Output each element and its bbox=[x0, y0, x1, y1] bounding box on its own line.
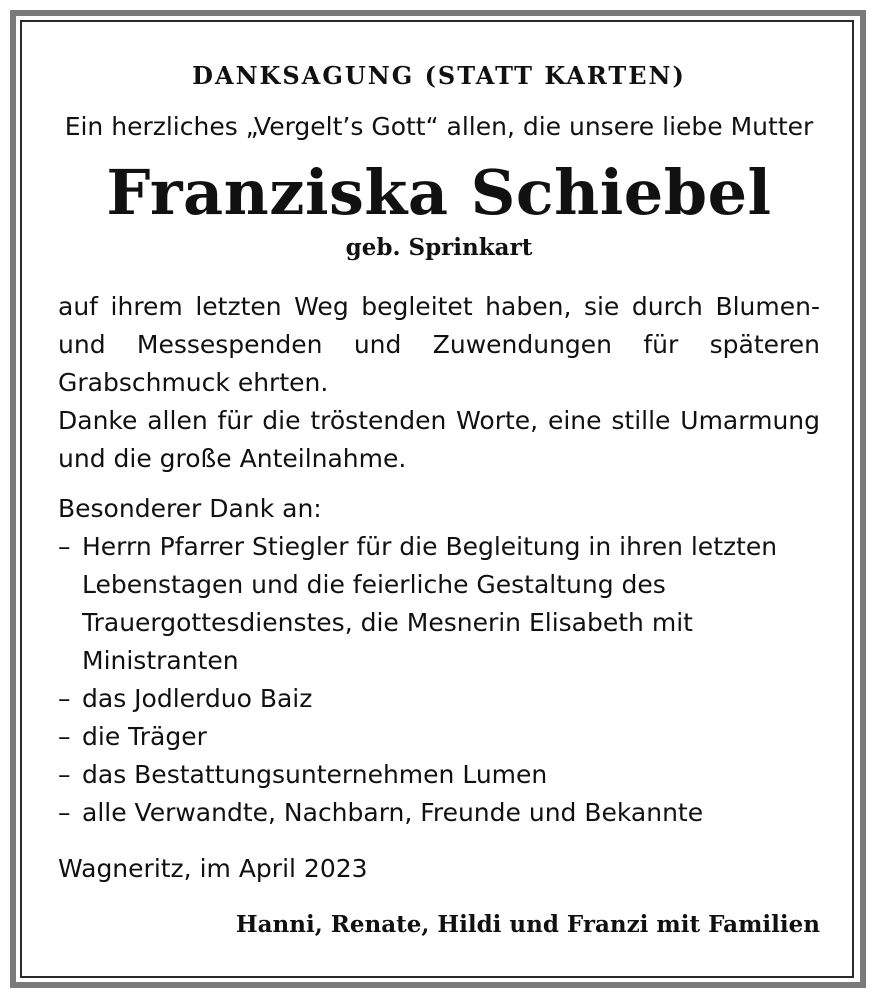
list-item bbox=[58, 718, 820, 756]
place-date: Wagneritz, im April 2023 bbox=[58, 854, 368, 883]
list-item-text: das Jodlerduo Baiz bbox=[82, 684, 313, 713]
intro-line: Ein herzliches „Vergelt’s Gott“ allen, die unsere liebe Mutter bbox=[64, 112, 814, 141]
dash-marker: – bbox=[58, 684, 71, 713]
notice-heading: DANKSAGUNG (STATT KARTEN) bbox=[192, 61, 686, 90]
list-item-text: die Träger bbox=[82, 722, 207, 751]
deceased-name: Franziska Schiebel bbox=[106, 156, 772, 229]
list-item-text: Herrn Pfarrer Stiegler für die Begleitung in ihren letzten Lebenstagen und die feierliche Gestaltung des Trauergottesdienstes, die Mesnerin Elisabeth mit Ministranten bbox=[82, 532, 778, 675]
dash-marker: – bbox=[58, 722, 71, 751]
list-item-text: das Bestattungsunternehmen Lumen bbox=[82, 760, 548, 789]
dash-marker: – bbox=[58, 798, 71, 827]
special-thanks-title: Besonderer Dank an: bbox=[58, 494, 322, 523]
dash-marker: – bbox=[58, 532, 71, 561]
list-item bbox=[58, 680, 820, 718]
obituary-notice bbox=[58, 52, 820, 942]
maiden-name: geb. Sprinkart bbox=[345, 234, 533, 261]
list-item bbox=[58, 756, 820, 794]
list-item-text: alle Verwandte, Nachbarn, Freunde und Bekannte bbox=[82, 798, 704, 827]
special-thanks-list bbox=[58, 528, 820, 832]
signature: Hanni, Renate, Hildi und Franzi mit Familien bbox=[235, 911, 820, 938]
list-item bbox=[58, 528, 820, 680]
thanks-paragraph-2: Danke allen für die tröstenden Worte, eine stille Umarmung und die große Anteilnahme. bbox=[58, 406, 820, 473]
dash-marker: – bbox=[58, 760, 71, 789]
list-item bbox=[58, 794, 820, 832]
thanks-paragraph-1: auf ihrem letzten Weg begleitet haben, sie durch Blumen- und Messespenden und Zuwendungen für späteren Grabschmuck ehrten. bbox=[58, 292, 820, 397]
